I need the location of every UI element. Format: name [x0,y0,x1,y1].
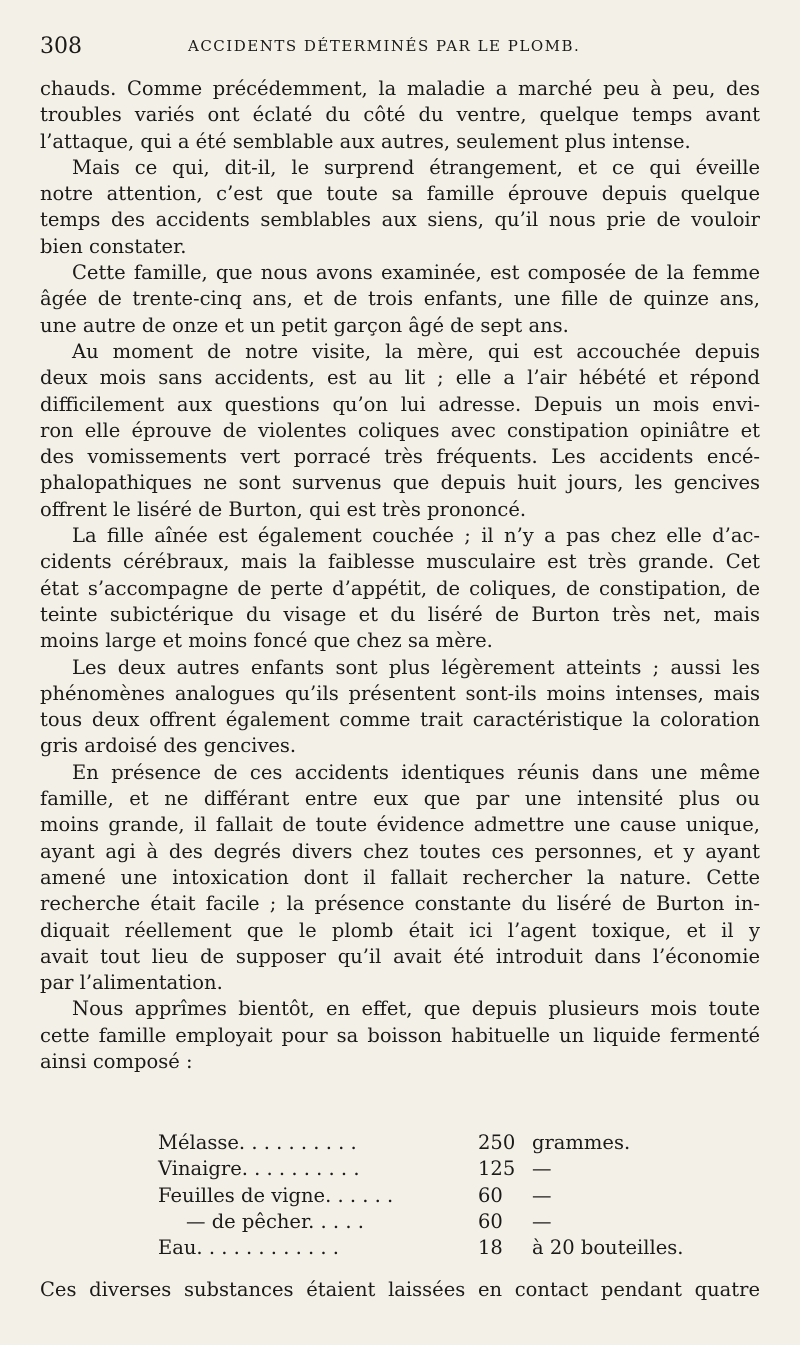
body-text [40,76,760,1075]
text-line: ayant agi à des degrés divers chez toutes ces personnes, et y ayant [40,839,760,863]
closing-line [40,1277,760,1303]
ingredient-name: Feuilles de vigne. . . . . . [158,1183,394,1207]
ingredient-unit: — [532,1157,552,1181]
recipe-table [158,1130,718,1261]
text-line: avait tout lieu de supposer qu’il avait été introduit dans l’économie [40,944,760,968]
text-line: Nous apprîmes bientôt, en effet, que depuis plusieurs mois toute [72,997,760,1021]
text-line: Les deux autres enfants sont plus légèrement atteints ; aussi les [72,655,760,679]
text-line: des vomissements vert porracé très fréquents. Les accidents encé- [40,445,760,469]
text-line: La fille aînée est également couchée ; il n’y a pas chez elle d’ac- [72,524,760,548]
text-line: âgée de trente-cinq ans, et de trois enfants, une fille de quinze ans, [40,287,760,311]
text-line: gris ardoisé des gencives. [40,734,297,758]
text-line: deux mois sans accidents, est au lit ; elle a l’air hébété et répond [40,366,760,390]
recipe-row [158,1130,718,1156]
text-line: offrent le liséré de Burton, qui est très prononcé. [40,497,527,521]
text-line: cette famille employait pour sa boisson habituelle un liquide fermenté [40,1023,760,1047]
text-line: teinte subictérique du visage et du liséré de Burton très net, mais [40,602,760,626]
text-line: notre attention, c’est que toute sa famille éprouve depuis quelque [40,182,760,206]
ingredient-name: Mélasse. . . . . . . . . . [158,1131,357,1154]
ingredient-quantity: 250 [478,1131,516,1154]
text-line: troubles variés ont éclaté du côté du ventre, quelque temps avant [40,103,760,127]
text-line: l’attaque, qui a été semblable aux autres, seulement plus intense. [40,129,691,153]
text-line: tous deux offrent également comme trait caractéristique la coloration [40,708,760,732]
page-header [40,34,760,62]
ingredient-quantity: 18 [478,1236,503,1260]
ingredient-unit: à 20 bouteilles. [532,1236,684,1260]
page-number: 308 [40,34,82,59]
text-line: Ces diverses substances étaient laissées en contact pendant quatre [40,1278,760,1301]
text-line: diquait réellement que le plomb était ici l’agent toxique, et il y [40,918,760,942]
text-line: Mais ce qui, dit-il, le surprend étrangement, et ce qui éveille [72,155,760,179]
text-line: ron elle éprouve de violentes coliques avec constipation opiniâtre et [40,418,760,442]
text-line: difficilement aux questions qu’on lui adresse. Depuis un mois envi- [40,392,760,416]
ingredient-unit: grammes. [532,1131,631,1154]
ingredient-quantity: 60 [478,1183,503,1207]
text-line: phalopathiques ne sont survenus que depuis huit jours, les gencives [40,471,760,495]
text-line: famille, et ne différant entre eux que par une intensité plus ou [40,787,760,811]
recipe-row [158,1183,718,1209]
text-line: bien constater. [40,234,187,258]
text-line: chauds. Comme précédemment, la maladie a marché peu à peu, des [40,77,760,100]
text-line: par l’alimentation. [40,971,223,995]
text-line: moins large et moins foncé que chez sa mère. [40,629,493,653]
text-line: amené une intoxication dont il fallait rechercher la nature. Cette [40,865,760,889]
text-line: moins grande, il fallait de toute évidence admettre une cause unique, [40,813,760,837]
text-line: Cette famille, que nous avons examinée, est composée de la femme [72,261,760,285]
text-line: cidents cérébraux, mais la faiblesse musculaire est très grande. Cet [40,550,760,574]
ingredient-name: — de pêcher. . . . . [186,1209,364,1233]
text-line: Au moment de notre visite, la mère, qui est accouchée depuis [72,339,760,363]
text-line: ainsi composé : [40,1049,193,1073]
recipe-row [158,1235,718,1261]
recipe-row [158,1156,718,1182]
text-line: temps des accidents semblables aux siens, qu’il nous prie de vouloir [40,208,760,232]
recipe-row [158,1209,718,1235]
ingredient-name: Eau. . . . . . . . . . . . [158,1236,339,1260]
running-head: ACCIDENTS DÉTERMINÉS PAR LE PLOMB. [188,37,581,55]
ingredient-unit: — [532,1183,552,1207]
ingredient-name: Vinaigre. . . . . . . . . . [158,1157,360,1181]
ingredient-quantity: 60 [478,1209,503,1233]
text-line: recherche était facile ; la présence constante du liséré de Burton in- [40,892,760,916]
ingredient-unit: — [532,1209,552,1233]
text-line: phénomènes analogues qu’ils présentent sont-ils moins intenses, mais [40,681,760,705]
text-line: état s’accompagne de perte d’appétit, de coliques, de constipation, de [40,576,760,600]
text-line: une autre de onze et un petit garçon âgé de sept ans. [40,313,569,337]
ingredient-quantity: 125 [478,1157,516,1181]
text-line: En présence de ces accidents identiques réunis dans une même [72,760,760,784]
